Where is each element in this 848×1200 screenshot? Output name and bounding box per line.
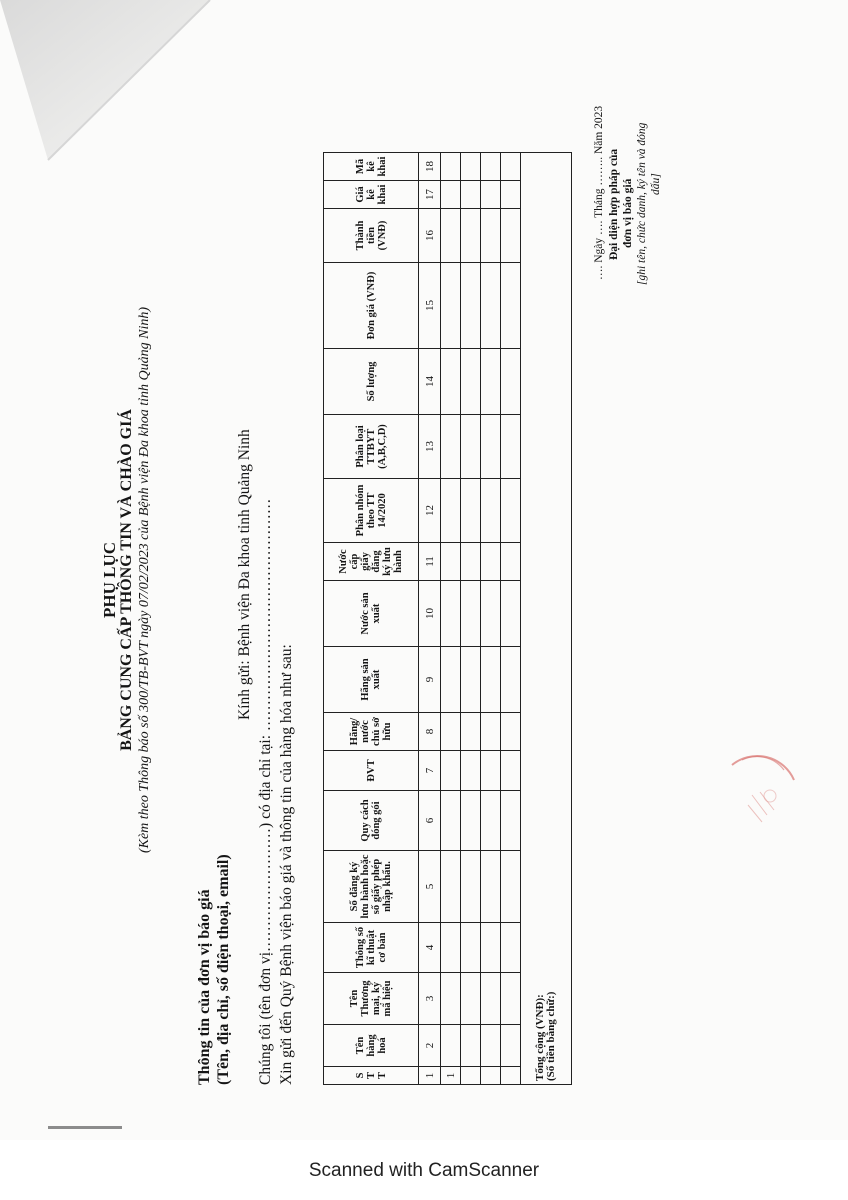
col-number: 3 [419, 973, 441, 1025]
document-body [0, 20, 848, 1140]
col-header-stt: S T T [324, 1067, 419, 1085]
col-number: 10 [419, 581, 441, 647]
table-cell [441, 713, 461, 751]
table-cell [481, 791, 501, 851]
table-cell [461, 647, 481, 713]
table-row [441, 153, 461, 1085]
table-cell [441, 349, 461, 415]
table-cell [461, 581, 481, 647]
table-cell [481, 479, 501, 543]
col-header-registration: Số đăng ký lưu hành hoặc số giấy phép nhập khẩu. [324, 851, 419, 923]
table-cell [501, 923, 521, 973]
table-cell [441, 973, 461, 1025]
table-cell [501, 209, 521, 263]
col-number: 11 [419, 543, 441, 581]
signature-date: …. Ngày …. Tháng …….. Năm 2023 [593, 105, 605, 280]
scanner-watermark: Scanned with CamScanner [308, 1160, 540, 1181]
table-cell [441, 923, 461, 973]
table-cell [501, 543, 521, 581]
table-cell [441, 647, 461, 713]
document-reference: (Kèm theo Thông báo số 300/TB-BVT ngày 07/02/2023 của Bệnh viện Đa khoa tỉnh Quảng Ninh) [137, 306, 152, 854]
table-cell [481, 973, 501, 1025]
table-cell [501, 713, 521, 751]
table-cell [501, 751, 521, 791]
table-cell [461, 153, 481, 181]
col-number: 9 [419, 647, 441, 713]
table-cell [461, 543, 481, 581]
table-cell [461, 973, 481, 1025]
col-header-packaging: Quy cách đóng gói [324, 791, 419, 851]
col-number: 4 [419, 923, 441, 973]
table-cell [441, 263, 461, 349]
col-number: 13 [419, 415, 441, 479]
table-cell [441, 851, 461, 923]
intro-line: Chúng tôi (tên đơn vị……………………) có địa chỉ tại: ……………………………………… [257, 498, 274, 1085]
col-header-declared-code: Mã kê khai [324, 153, 419, 181]
col-header-group: Phân nhóm theo TT 14/2020 [324, 479, 419, 543]
signature-rep-line2: đơn vị báo giá [622, 178, 634, 248]
table-cell [481, 543, 501, 581]
signature-note-line1: [ghi tên, chức danh, ký tên và đóng [636, 122, 648, 285]
col-header-country: Nước sản xuất [324, 581, 419, 647]
col-number: 16 [419, 209, 441, 263]
table-cell [461, 1067, 481, 1085]
table-cell [501, 851, 521, 923]
table-cell [461, 713, 481, 751]
table-cell [501, 973, 521, 1025]
table-cell [481, 751, 501, 791]
col-header-quantity: Số lượng [324, 349, 419, 415]
total-label: Tổng cộng (VNĐ): [534, 994, 546, 1081]
signature-note-line2: dấu] [650, 173, 662, 195]
table-cell [441, 581, 461, 647]
table-cell [441, 1025, 461, 1067]
table-number-row [419, 153, 441, 1085]
scanner-footer [0, 1140, 848, 1200]
table-cell [481, 1025, 501, 1067]
sender-info-sub: (Tên, địa chỉ, số điện thoại, email) [215, 854, 232, 1085]
col-header-class: Phân loại TTBYT (A,B,C,D) [324, 415, 419, 479]
table-cell [481, 263, 501, 349]
document-subtitle: BẢNG CUNG CẤP THÔNG TIN VÀ CHÀO GIÁ [118, 409, 135, 751]
col-header-specs: Thông số kĩ thuật cơ bản [324, 923, 419, 973]
request-line: Xin gửi đến Quý Bệnh viện báo giá và thông tin của hàng hóa như sau: [278, 644, 295, 1085]
table-cell [441, 791, 461, 851]
table-cell [501, 349, 521, 415]
table-cell [461, 263, 481, 349]
col-header-amount: Thành tiền (VNĐ) [324, 209, 419, 263]
table-cell [501, 415, 521, 479]
document-title: PHỤ LỤC [100, 541, 119, 619]
table-cell [441, 153, 461, 181]
total-cell [521, 153, 572, 1085]
table-cell [441, 209, 461, 263]
table-cell [481, 415, 501, 479]
col-number: 14 [419, 349, 441, 415]
table-cell [501, 647, 521, 713]
table-cell [481, 923, 501, 973]
table-cell [481, 181, 501, 209]
table-cell [461, 751, 481, 791]
table-cell [481, 349, 501, 415]
table-cell [441, 751, 461, 791]
table-cell [501, 791, 521, 851]
table-cell [441, 181, 461, 209]
col-header-product-name: Tên hàng hoá [324, 1025, 419, 1067]
col-number: 12 [419, 479, 441, 543]
table-cell [501, 181, 521, 209]
table-cell [501, 581, 521, 647]
table-cell [461, 181, 481, 209]
quotation-table [323, 152, 572, 1085]
table-cell [461, 1025, 481, 1067]
col-number: 18 [419, 153, 441, 181]
col-number: 8 [419, 713, 441, 751]
col-number: 1 [419, 1067, 441, 1085]
table-cell [501, 1067, 521, 1085]
col-header-unit-price: Đơn giá (VNĐ) [324, 263, 419, 349]
col-number: 7 [419, 751, 441, 791]
recipient-line: Kính gửi: Bệnh viện Đa khoa tỉnh Quảng Ninh [236, 429, 253, 720]
table-cell [481, 581, 501, 647]
col-number: 6 [419, 791, 441, 851]
table-cell: 1 [441, 1067, 461, 1085]
table-cell [461, 349, 481, 415]
col-header-unit: ĐVT [324, 751, 419, 791]
table-cell [481, 647, 501, 713]
table-cell [461, 791, 481, 851]
col-number: 17 [419, 181, 441, 209]
table-cell [501, 1025, 521, 1067]
table-cell [461, 415, 481, 479]
table-cell [461, 851, 481, 923]
table-cell [441, 543, 461, 581]
total-words: (Số tiền bằng chữ:) [545, 991, 557, 1081]
table-cell [501, 153, 521, 181]
table-row [481, 153, 501, 1085]
col-number: 5 [419, 851, 441, 923]
table-cell [501, 479, 521, 543]
table-cell [441, 479, 461, 543]
table-cell [441, 415, 461, 479]
table-cell [461, 923, 481, 973]
col-number: 2 [419, 1025, 441, 1067]
table-header-row [324, 153, 419, 1085]
scan-edge-line [48, 1126, 122, 1129]
col-header-declared-price: Giá kê khai [324, 181, 419, 209]
col-number: 15 [419, 263, 441, 349]
signature-rep-line1: Đại diện hợp pháp của [608, 148, 620, 260]
table-cell [481, 1067, 501, 1085]
sender-info-label: Thông tin của đơn vị báo giá [196, 889, 213, 1085]
table-cell [481, 153, 501, 181]
table-cell [501, 263, 521, 349]
col-header-trade-name: Tên Thương mại, ký mã hiệu [324, 973, 419, 1025]
col-header-owner: Hãng/ nước chủ sở hữu [324, 713, 419, 751]
table-total-row [521, 153, 572, 1085]
table-cell [481, 851, 501, 923]
col-header-reg-country: Nước cấp giấy đăng ký lưu hành [324, 543, 419, 581]
table-row [501, 153, 521, 1085]
table-cell [481, 209, 501, 263]
table-cell [461, 479, 481, 543]
col-header-manufacturer: Hãng sản xuất [324, 647, 419, 713]
table-row [461, 153, 481, 1085]
table-cell [461, 209, 481, 263]
table-cell [481, 713, 501, 751]
